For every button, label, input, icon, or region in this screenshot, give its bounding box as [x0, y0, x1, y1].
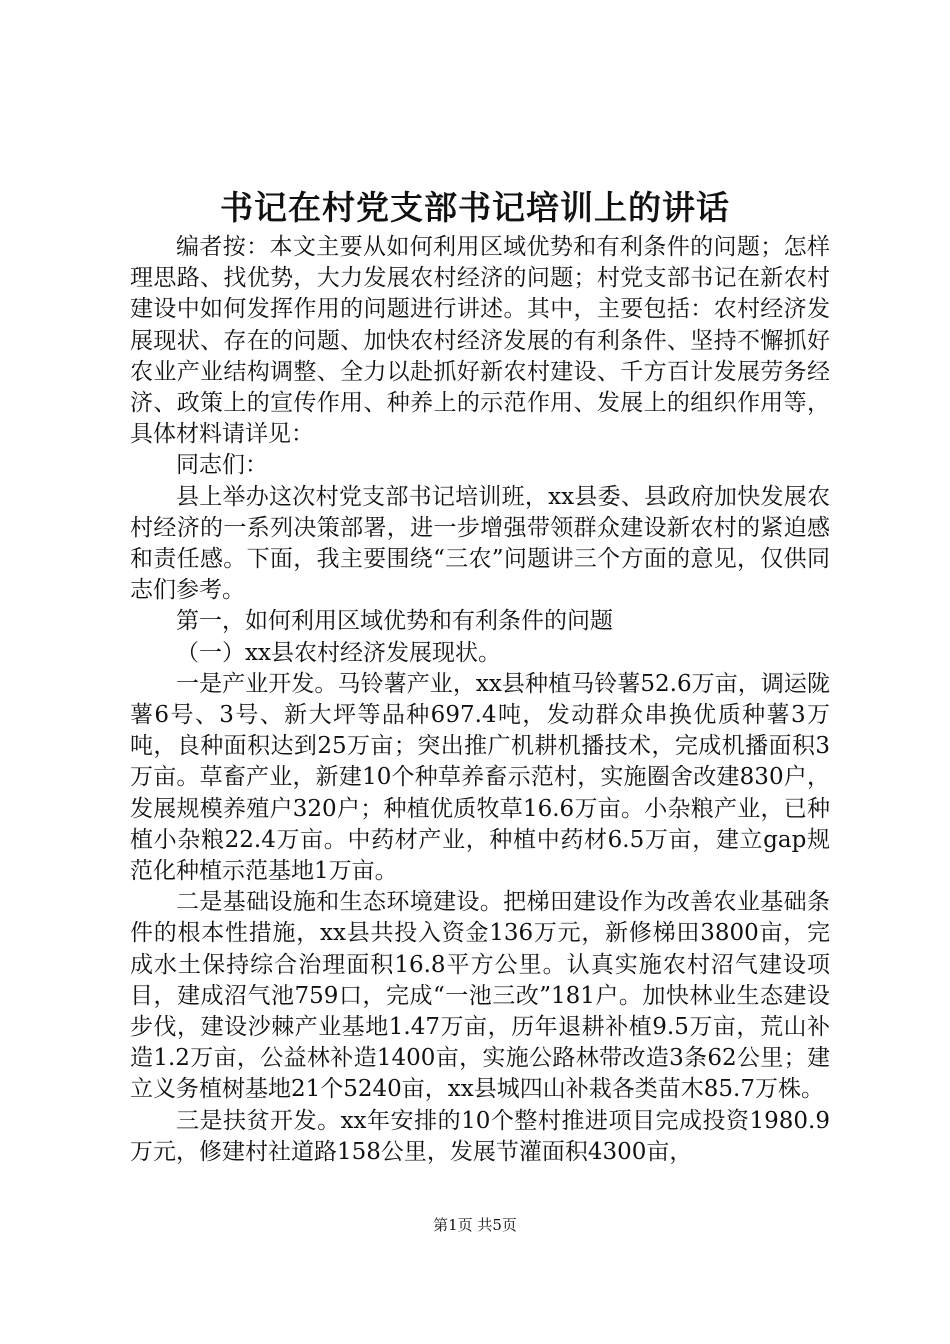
- paragraph-industry: 一是产业开发。马铃薯产业，xx县种植马铃薯52.6万亩，调运陇薯6号、3号、新大坪等品种697.4吨，发动群众串换优质种薯3万吨，良种面积达到25万亩；突出推广机耕机播技术，完成机播面积3万亩。草畜产业，新建10个种草养畜示范村，实施圈舍改建830户，发展规模养殖户320户；种植优质牧草16.6万亩。小杂粮产业，已种植小杂粮22.4万亩。中药材产业，种植中药材6.5万亩，建立gap规范化种植示范基地1万亩。: [130, 670, 830, 885]
- document-body: [130, 232, 830, 1168]
- document-title: 书记在村党支部书记培训上的讲话: [220, 188, 730, 227]
- paragraph-infrastructure: 二是基础设施和生态环境建设。把梯田建设作为改善农业基础条件的根本性措施，xx县共投入资金136万元，新修梯田3800亩，完成水土保持综合治理面积16.8平方公里。认真实施农村沼气建设项目，建成沼气池759口，完成“一池三改”181户。加快林业生态建设步伐，建设沙棘产业基地1.47万亩，历年退耕补植9.5万亩，荒山补造1.2万亩，公益林补造1400亩，实施公路林带改造3条62公里；建立义务植树基地21个5240亩，xx县城四山补栽各类苗木85.7万株。: [130, 889, 830, 1103]
- paragraph-editor-note: 编者按：本文主要从如何利用区域优势和有利条件的问题；怎样理思路、找优势，大力发展农村经济的问题；村党支部书记在新农村建设中如何发挥作用的问题进行讲述。其中，主要包括：农村经济发展现状、存在的问题、加快农村经济发展的有利条件、坚持不懈抓好农业产业结构调整、全力以赴抓好新农村建设、千方百计发展劳务经济、政策上的宣传作用、种养上的示范作用、发展上的组织作用等，具体材料请详见：: [130, 234, 830, 448]
- page-indicator: 第1页 共5页: [433, 1216, 517, 1234]
- paragraph-intro: 县上举办这次村党支部书记培训班，xx县委、县政府加快发展农村经济的一系列决策部署，进一步增强带领群众建设新农村的紧迫感和责任感。下面，我主要围绕“三农”问题讲三个方面的意见，仅供同志们参考。: [130, 483, 830, 604]
- paragraph-poverty-relief: 三是扶贫开发。xx年安排的10个整村推进项目完成投资1980.9万元，修建村社道路158公里，发展节灌面积4300亩，: [130, 1107, 830, 1165]
- paragraph-salutation: 同志们：: [176, 452, 268, 479]
- subsection-heading-status: （一）xx县农村经济发展现状。: [176, 639, 501, 666]
- section-heading-first: 第一，如何利用区域优势和有利条件的问题: [176, 608, 613, 635]
